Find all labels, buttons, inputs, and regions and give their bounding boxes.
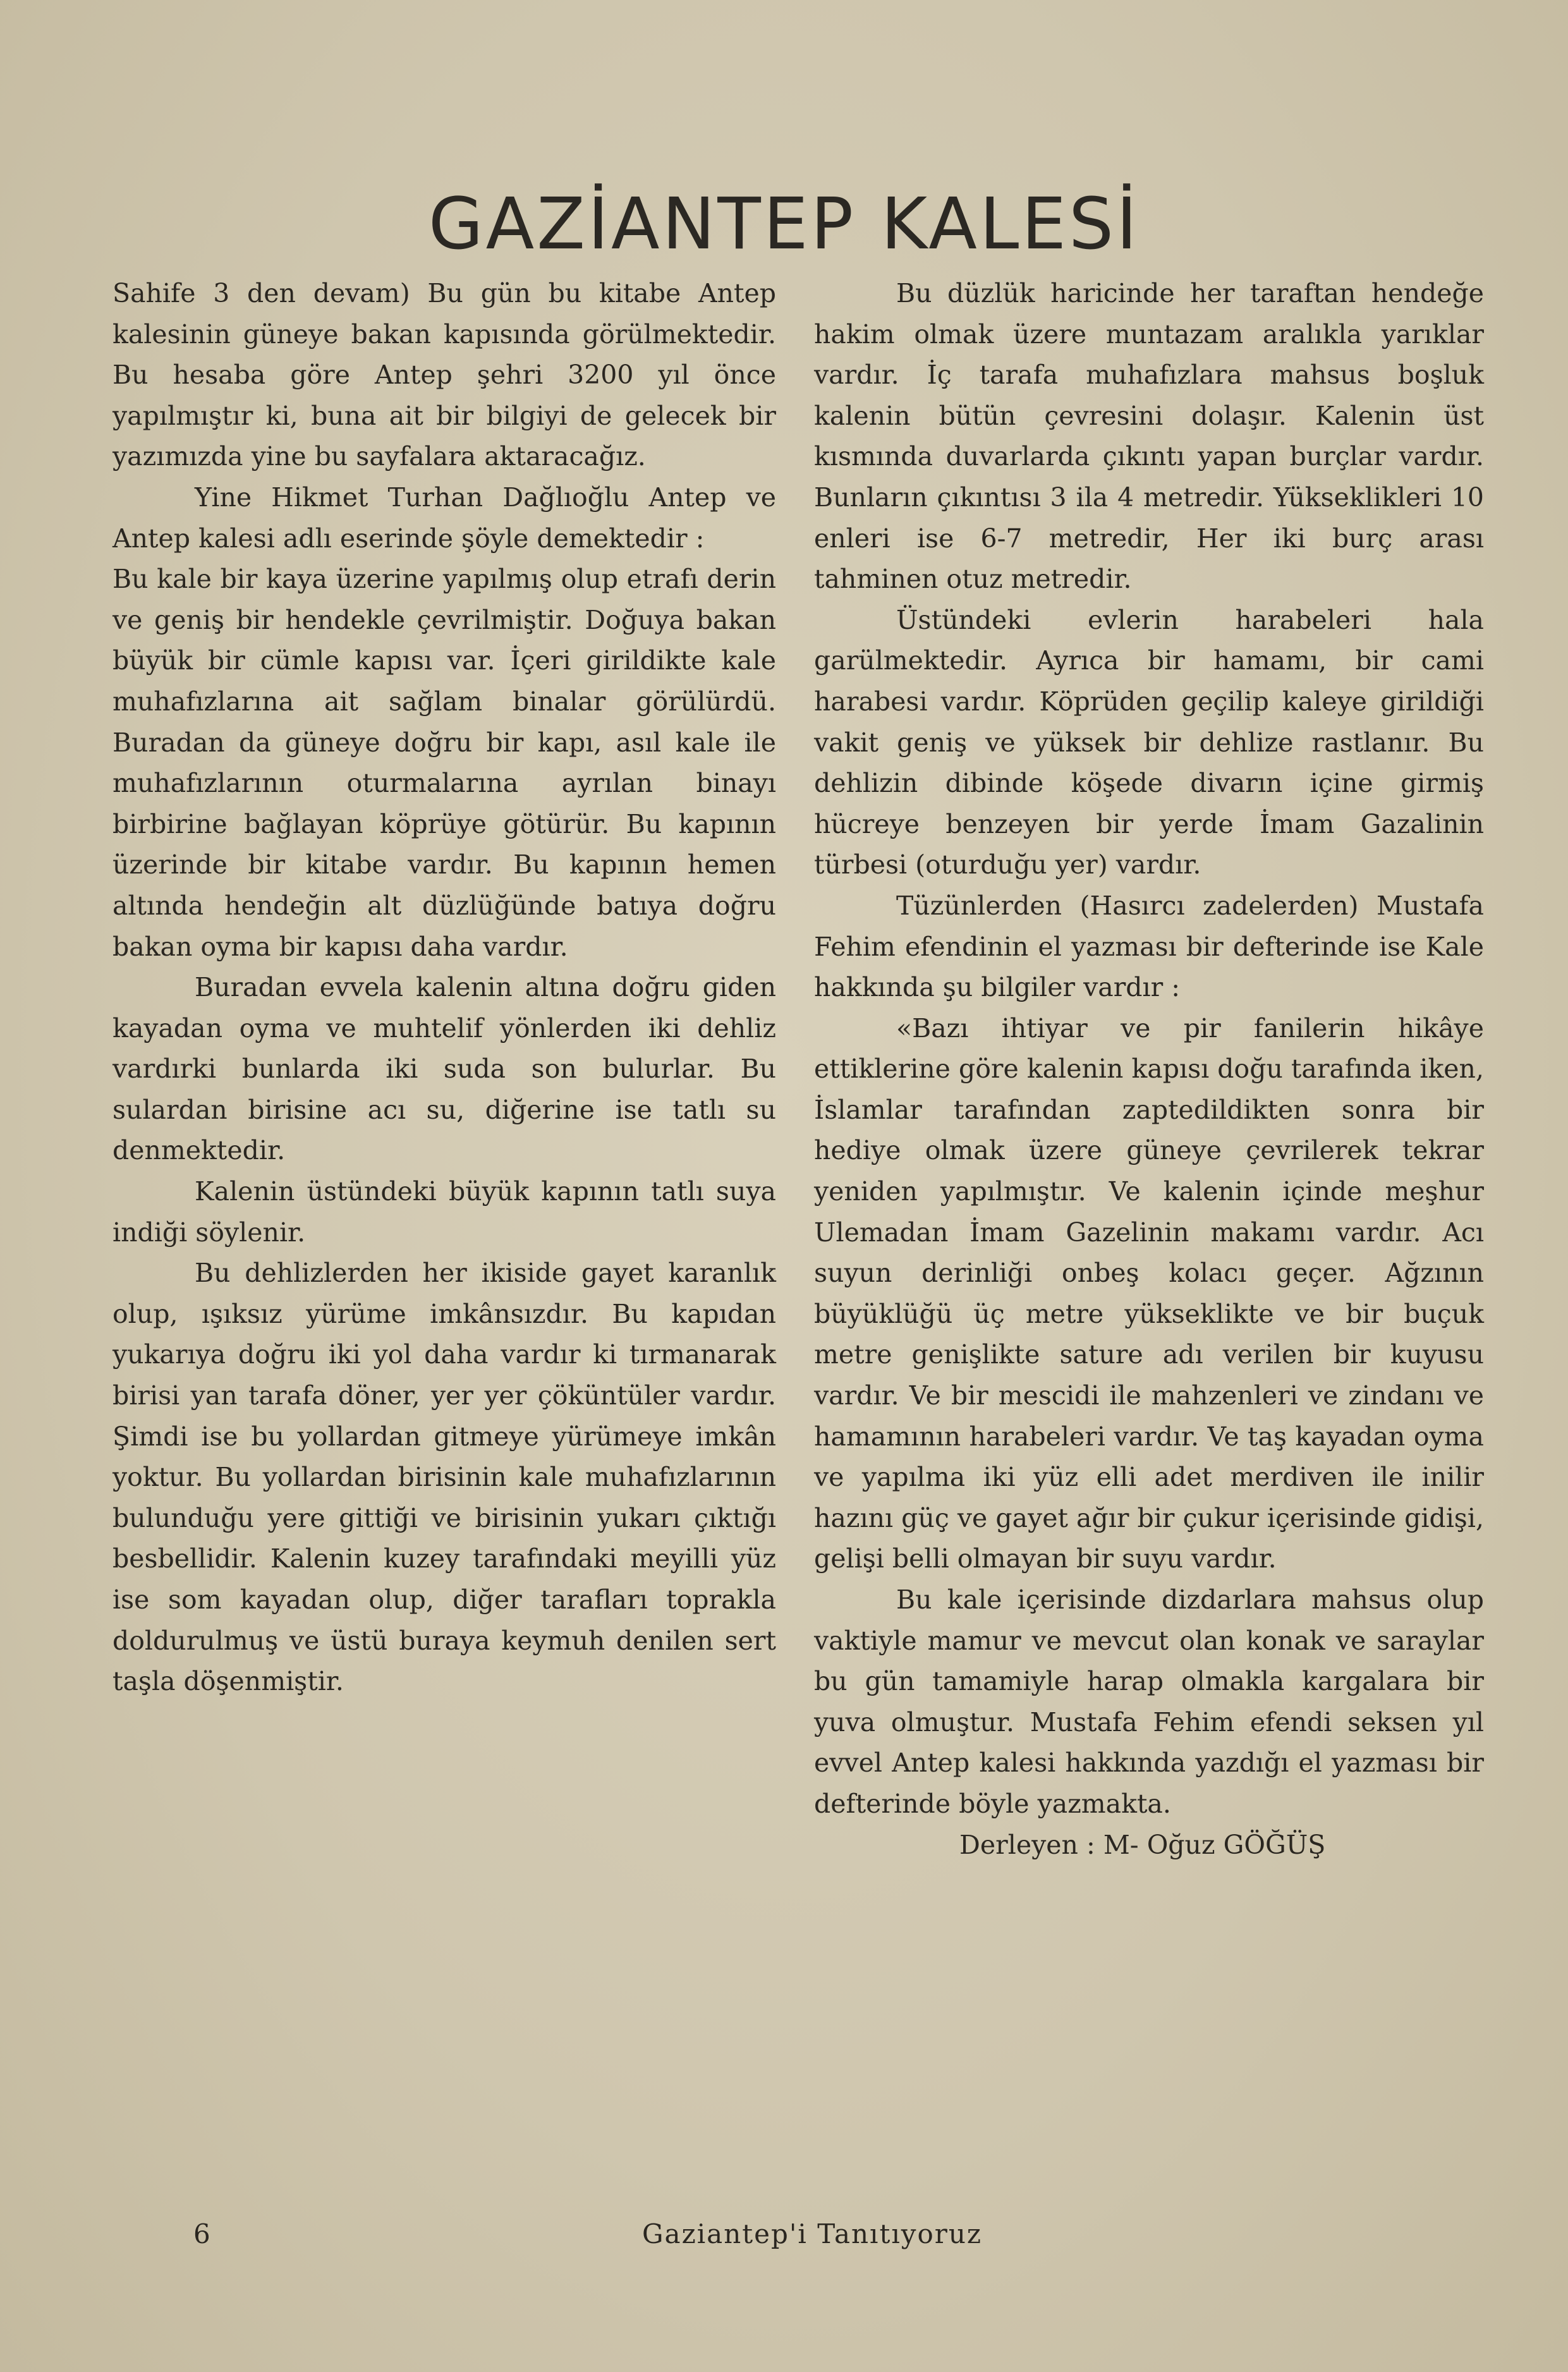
- left-column: [112, 273, 776, 1702]
- page-number: 6: [193, 2218, 210, 2249]
- paragraph: Bu dehlizlerden her ikiside gayet karanlık olup, ışıksız yürüme imkânsızdır. Bu kapıdan yukarıya doğru iki yol daha vardır ki tırmanarak birisi yan tarafa döner, yer yer çöküntüler vardır. Şimdi ise bu yollardan gitmeye yürümeye imkân yoktur. Bu yollardan birisinin kale muhafızlarının bulunduğu yere gittiği ve birisinin yukarı çıktığı besbellidir. Kalenin kuzey tarafındaki meyilli yüz ise som kayadan olup, diğer tarafları toprakla doldurulmuş ve üstü buraya keymuh denilen sert taşla döşenmiştir.: [112, 1258, 776, 1697]
- author-signature: Derleyen : M- Oğuz GÖĞÜŞ: [959, 1829, 1326, 1860]
- paragraph: Üstündeki evlerin harabeleri hala garülmektedir. Ayrıca bir hamamı, bir cami harabesi vardır. Köprüden geçilip kaleye girildiği vakit geniş ve yüksek bir dehlize rastlanır. Bu dehlizin dibinde köşede divarın içine girmiş hücreye benzeyen bir yerde İmam Gazalinin türbesi (oturduğu yer) vardır.: [814, 604, 1484, 880]
- paragraph: Bu kale bir kaya üzerine yapılmış olup etrafı derin ve geniş bir hendekle çevrilmiştir. Doğuya bakan büyük bir cümle kapısı var. İçeri girildikte kale muhafızlarına ait sağlam binalar görülürdü. Buradan da güneye doğru bir kapı, asıl kale ile muhafızlarının oturmalarına ayrılan binayı birbirine bağlayan köprüye götürür. Bu kapının üzerinde bir kitabe vardır. Bu kapının hemen altında hendeğin alt düzlüğünde batıya doğru bakan oyma bir kapısı daha vardır.: [112, 564, 776, 962]
- paragraph: Tüzünlerden (Hasırcı zadelerden) Mustafa Fehim efendinin el yazması bir defterinde ise Kale hakkında şu bilgiler vardır :: [814, 890, 1484, 1003]
- right-column: [814, 273, 1484, 1865]
- paragraph: Sahife 3 den devam) Bu gün bu kitabe Antep kalesinin güneye bakan kapısında görülmektedir. Bu hesaba göre Antep şehri 3200 yıl önce yapılmıştır ki, buna ait bir bilgiyi de gelecek bir yazımızda yine bu sayfalara aktaracağız.: [112, 278, 776, 472]
- paragraph: Buradan evvela kalenin altına doğru giden kayadan oyma ve muhtelif yönlerden iki dehliz vardırki bunlarda iki suda son bulurlar. Bu sulardan birisine acı su, diğerine ise tatlı su denmektedir.: [112, 972, 776, 1166]
- page-title: GAZİANTEP KALESİ: [428, 183, 1140, 265]
- publication-title: Gaziantep'i Tanıtıyoruz: [642, 2218, 983, 2249]
- paragraph: Yine Hikmet Turhan Dağlıoğlu Antep ve Antep kalesi adlı eserinde şöyle demektedir :: [112, 482, 776, 554]
- paragraph: Bu düzlük haricinde her taraftan hendeğe hakim olmak üzere muntazam aralıkla yarıklar vardır. İç tarafa muhafızlara mahsus boşluk kalenin bütün çevresini dolaşır. Kalenin üst kısmında duvarlarda çıkıntı yapan burçlar vardır. Bunların çıkıntısı 3 ila 4 metredir. Yükseklikleri 10 enleri ise 6-7 metredir, Her iki burç arası tahminen otuz metredir.: [814, 278, 1484, 595]
- paragraph: Kalenin üstündeki büyük kapının tatlı suya indiği söylenir.: [112, 1176, 776, 1248]
- paragraph: Bu kale içerisinde dizdarlara mahsus olup vaktiyle mamur ve mevcut olan konak ve saraylar bu gün tamamiyle harap olmakla kargalara bir yuva olmuştur. Mustafa Fehim efendi seksen yıl evvel Antep kalesi hakkında yazdığı el yazması bir defterinde böyle yazmakta.: [814, 1584, 1484, 1819]
- paragraph: «Bazı ihtiyar ve pir fanilerin hikâye ettiklerine göre kalenin kapısı doğu tarafında iken, İslamlar tarafından zaptedildikten sonra bir hediye olmak üzere güneye çevrilerek tekrar yeniden yapılmıştır. Ve kalenin içinde meşhur Ulemadan İmam Gazelinin makamı vardır. Acı suyun derinliği onbeş kolacı geçer. Ağzının büyüklüğü üç metre yükseklikte ve bir buçuk metre genişlikte sature adı verilen bir kuyusu vardır. Ve bir mescidi ile mahzenleri ve zindanı ve hamamının harabeleri vardır. Ve taş kayadan oyma ve yapılma iki yüz elli adet merdiven ile inilir hazını güç ve gayet ağır bir çukur içerisinde gidişi, gelişi belli olmayan bir suyu vardır.: [814, 1013, 1484, 1574]
